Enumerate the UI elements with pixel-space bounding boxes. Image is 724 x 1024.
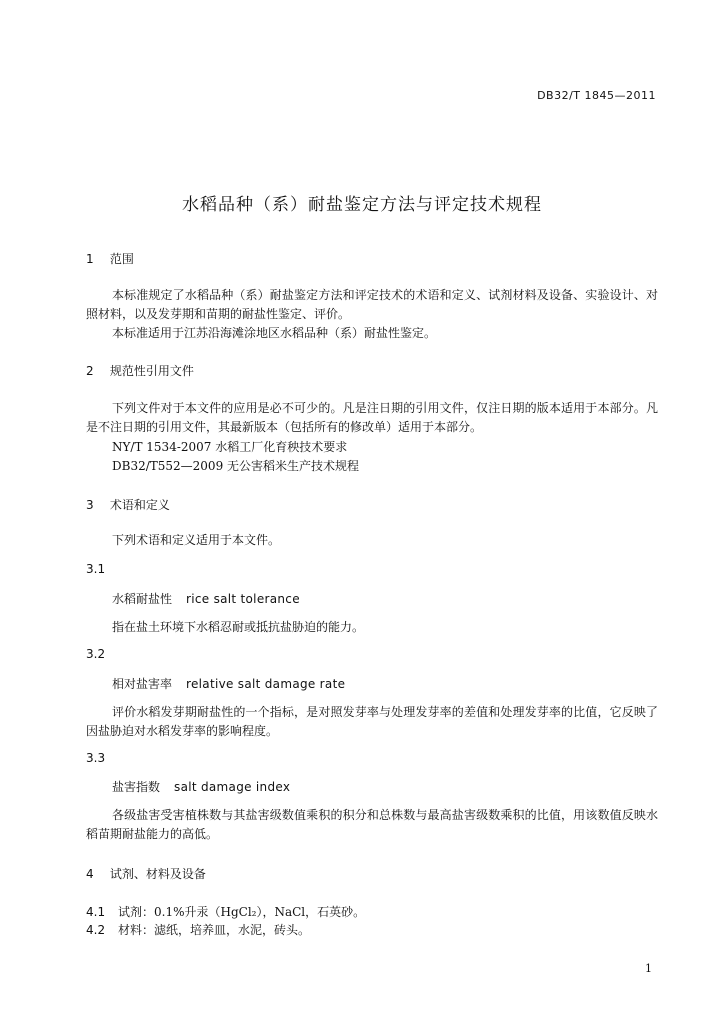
- term-number: 3.3: [86, 751, 106, 765]
- section-heading-reagents: [86, 865, 206, 882]
- clause-number: 4.2: [86, 923, 106, 937]
- term-en: relative salt damage rate: [186, 677, 346, 691]
- page-number: 1: [645, 962, 652, 975]
- clause-text: 材料：滤纸，培养皿，水泥，砖头。: [118, 923, 311, 937]
- clause-item: [86, 903, 365, 920]
- term-entry: [112, 675, 345, 692]
- term-zh: 盐害指数: [112, 780, 161, 794]
- term-en: salt damage index: [174, 780, 291, 794]
- reference-item: DB32/T552—2009 无公害稻米生产技术规程: [112, 459, 360, 473]
- section-title: 术语和定义: [109, 498, 170, 512]
- reference-item: NY/T 1534-2007 水稻工厂化育秧技术要求: [112, 440, 348, 454]
- term-definition: 评价水稻发芽期耐盐性的一个指标，是对照发芽率与处理发芽率的差值和处理发芽率的比值，它反映了因盐胁迫对水稻发芽率的影响程度。: [86, 705, 658, 738]
- term-zh: 相对盐害率: [112, 677, 173, 691]
- clause-item: [86, 921, 310, 938]
- section-title: 范围: [109, 252, 134, 266]
- section-number: 4: [86, 867, 94, 881]
- paragraph: 下列术语和定义适用于本文件。: [112, 533, 281, 547]
- term-number: 3.2: [86, 647, 106, 661]
- clause-text: 试剂：0.1%升汞（HgCl₂），NaCl，石英砂。: [118, 905, 366, 919]
- section-number: 1: [86, 252, 94, 266]
- section-number: 3: [86, 498, 94, 512]
- section-title: 试剂、材料及设备: [109, 867, 206, 881]
- paragraph: 本标准适用于江苏沿海滩涂地区水稻品种（系）耐盐性鉴定。: [112, 326, 437, 340]
- paragraph: 下列文件对于本文件的应用是必不可少的。凡是注日期的引用文件，仅注日期的版本适用于本部分。凡是不注日期的引用文件，其最新版本（包括所有的修改单）适用于本部分。: [86, 401, 658, 434]
- term-number: 3.1: [86, 562, 106, 576]
- term-definition: 各级盐害受害植株数与其盐害级数值乘积的积分和总株数与最高盐害级数乘积的比值，用该数值反映水稻苗期耐盐能力的高低。: [86, 808, 658, 841]
- term-zh: 水稻耐盐性: [112, 592, 173, 606]
- term-entry: [112, 778, 290, 795]
- clause-number: 4.1: [86, 905, 106, 919]
- document-title: 水稻品种（系）耐盐鉴定方法与评定技术规程: [182, 195, 542, 215]
- section-number: 2: [86, 364, 94, 378]
- standard-number: DB32/T 1845—2011: [537, 89, 656, 102]
- section-title: 规范性引用文件: [109, 364, 194, 378]
- term-en: rice salt tolerance: [186, 592, 300, 606]
- section-heading-normative-references: [86, 362, 194, 379]
- section-heading-terms: [86, 496, 170, 513]
- term-entry: [112, 590, 300, 607]
- term-definition: 指在盐土环境下水稻忍耐或抵抗盐胁迫的能力。: [112, 620, 365, 634]
- section-heading-scope: [86, 250, 134, 267]
- paragraph: 本标准规定了水稻品种（系）耐盐鉴定方法和评定技术的术语和定义、试剂材料及设备、实验设计、对照材料，以及发芽期和苗期的耐盐性鉴定、评价。: [86, 288, 658, 321]
